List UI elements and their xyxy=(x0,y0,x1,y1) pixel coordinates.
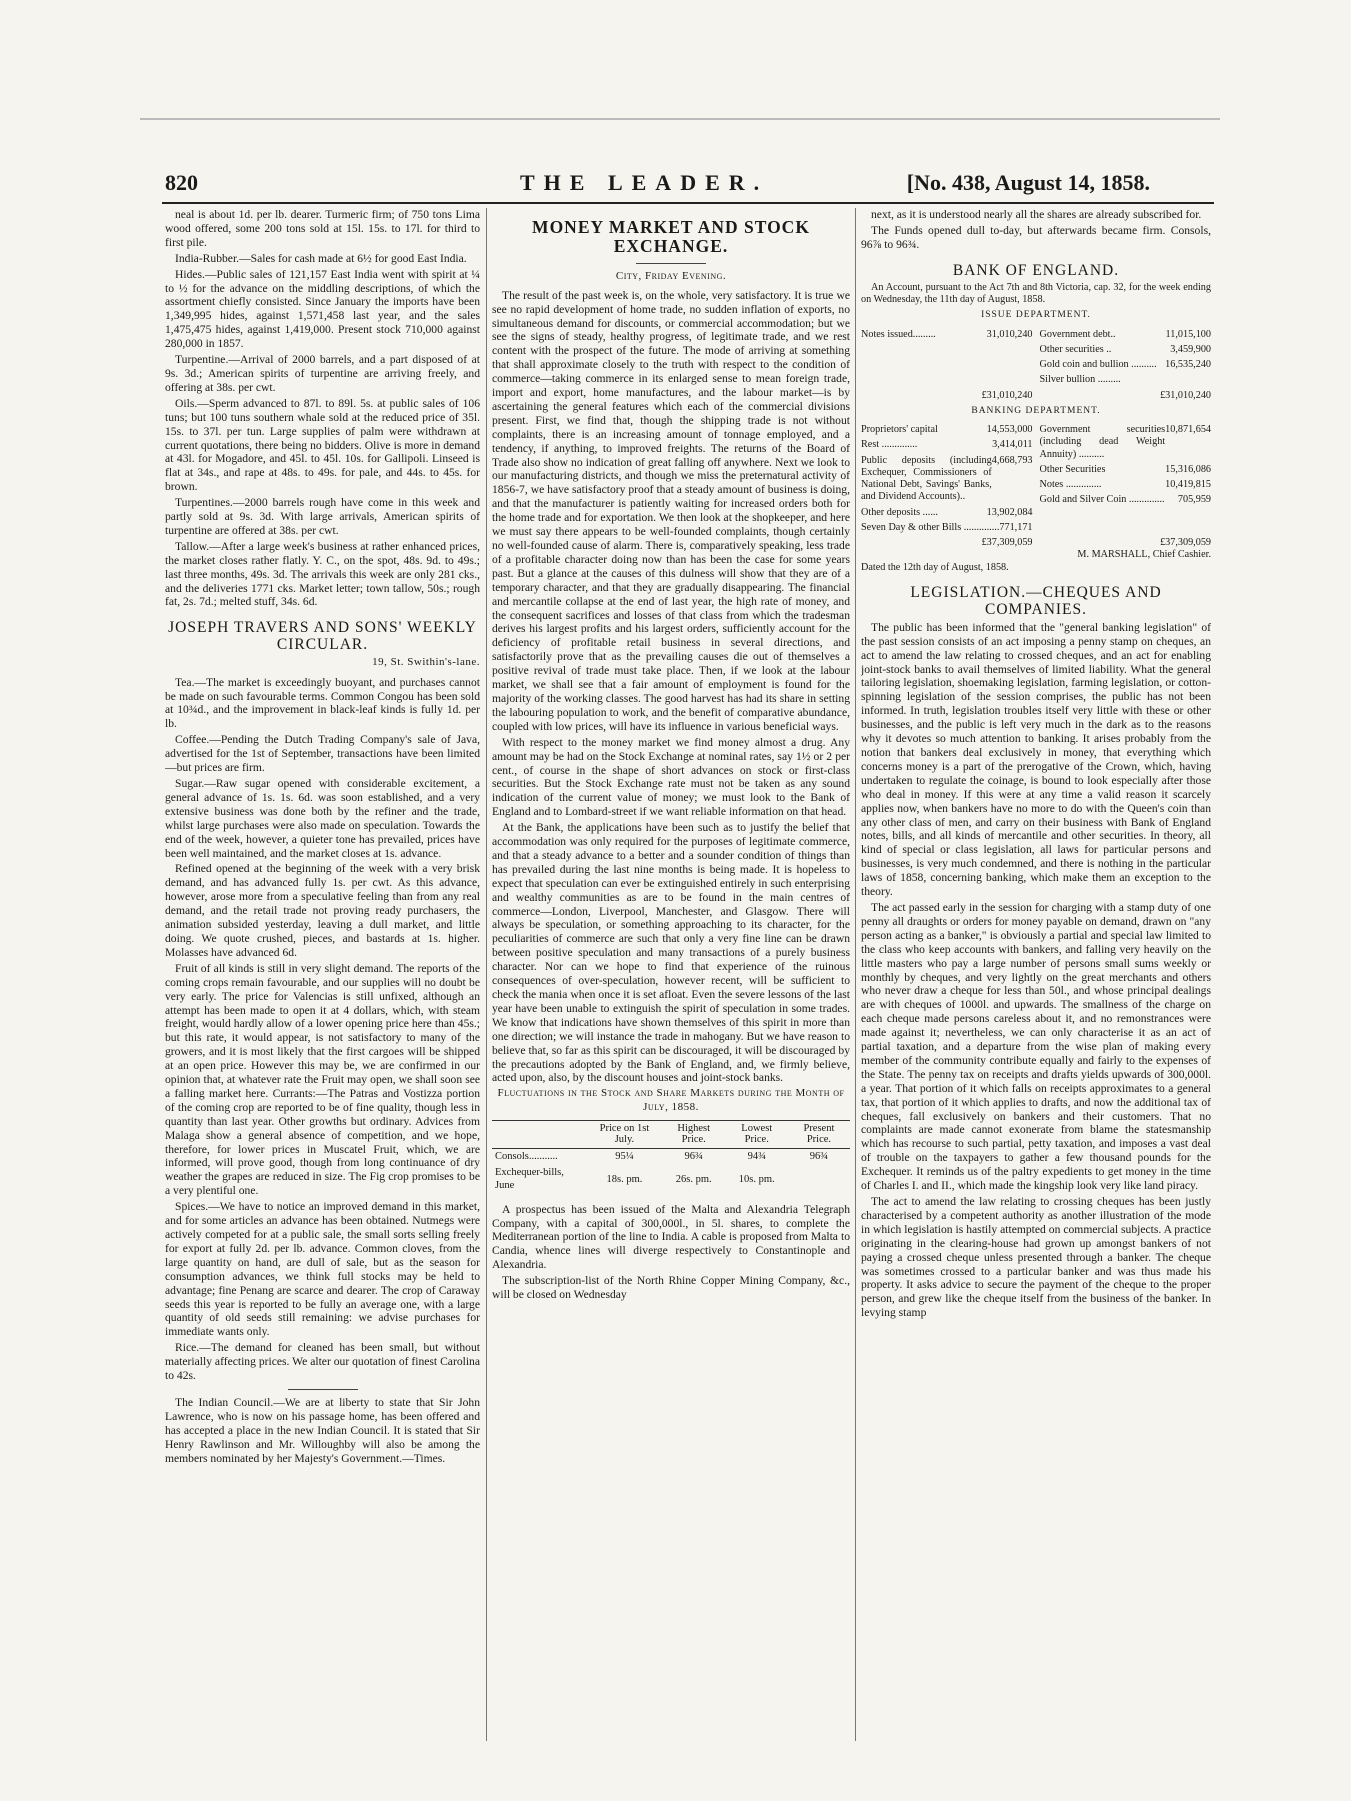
paragraph-indian-council: The Indian Council.—We are at liberty to state that Sir John Lawrence, who is now on his passage home, has been offered and has accepted a place in the new Indian Council. It is stated that Sir Henry Rawlinson and Mr. Willoughby will also be among the members nominated by her Majesty's Government.—Times. xyxy=(165,1395,480,1465)
banking-totals xyxy=(861,537,1211,549)
table-header-row xyxy=(492,1120,850,1148)
table-row xyxy=(492,1165,850,1194)
ledger-label: Other Securities xyxy=(1039,463,1106,475)
paragraph: neal is about 1d. per lb. dearer. Turmeric firm; of 750 tons Lima wood offered, some 200 tons sold at 15l. 15s. to 17l. for third to first pile. xyxy=(165,208,480,249)
issue-assets xyxy=(1040,326,1212,390)
column-middle xyxy=(492,208,850,1749)
paragraph: Fruit of all kinds is still in very slight demand. The reports of the coming crops remain favourable, and our supplies will no doubt be very early. The price for Valencias is still unfixed, although an attempt has been made to open it at 4 dollars, which, with steam freight, would hardly allow of a lower opening price here than 45s.; but this rate, it would appear, is not satisfactory to many of the growers, and it is most likely that the first cargoes will be shipped at an open price. However this may be, we are confirmed in our opinion that, at whatever rate the Fruit may open, we shall soon see a falling market here. Currants:—The Patras and Vostizza portion of the coming crop are reported to be of fine quality, though less in quantity than last year. Other growths but ordinary. Advices from Malaga show a general absence of competition, and we hope, therefore, for lower prices in Muscatel Fruit, which, we are informed, will prove good, though from long continuance of dry weather the grapes are reduced in size. The Fig crop promises to be a very plentiful one. xyxy=(165,961,480,1198)
ledger-value: 4,668,793 xyxy=(991,454,1033,466)
ledger-label: Silver bullion ......... xyxy=(1039,374,1121,386)
issue-totals xyxy=(861,390,1211,402)
ledger-label: Gold and Silver Coin .............. xyxy=(1039,494,1165,506)
ledger-label: Other deposits ...... xyxy=(861,506,938,518)
paragraph: next, as it is understood nearly all the shares are already subscribed for. xyxy=(871,208,1202,221)
ledger-total: £37,309,059 xyxy=(1160,537,1211,549)
ledger-line xyxy=(861,329,1033,341)
ledger-line xyxy=(1040,374,1212,386)
ledger-line xyxy=(861,424,1033,436)
table-header: Price on 1st July. xyxy=(587,1120,662,1148)
issue-department-heading: ISSUE DEPARTMENT. xyxy=(981,310,1091,321)
paragraph: Sugar.—Raw sugar opened with considerable excitement, a general advance of 1s. 1s. 6d. was soon established, and a very extensive business was done both by the refiner and the trade, whilst large purchases were also made on speculation. Towards the end of the week, however, a quieter tone has prevailed, prices have been well maintained, and the market closes at 1s. advance. xyxy=(165,777,480,860)
section-heading-bank: BANK OF ENGLAND. xyxy=(952,261,1120,279)
ledger-line xyxy=(1040,464,1212,476)
ledger-value: 16,535,240 xyxy=(1165,359,1211,371)
scan-edge-line xyxy=(140,118,1220,120)
paragraph: Tea.—The market is exceedingly buoyant, and purchases cannot be made on such favourable terms. Common Congou has been sold at 10¾d., and the improvement in black-leaf kinds is fully 1d. per lb. xyxy=(165,675,480,731)
table-row xyxy=(492,1148,850,1165)
banking-assets xyxy=(1040,421,1212,537)
ledger-line xyxy=(861,455,1033,504)
banking-department-table xyxy=(861,421,1211,537)
dateline: City, Friday Evening. xyxy=(615,269,727,282)
ledger-line xyxy=(861,439,1033,451)
ledger-label: Proprietors' capital xyxy=(861,424,938,436)
paragraph: The subscription-list of the North Rhine Copper Mining Company, &c., will be closed on Wednesday xyxy=(492,1274,850,1302)
paragraph: Rice.—The demand for cleaned has been small, but without materially affecting prices. We alter our quotation of finest Carolina to 42s. xyxy=(165,1341,480,1383)
paragraph: Coffee.—Pending the Dutch Trading Company's sale of Java, advertised for the 1st of September, transactions have been limited—but prices are firm. xyxy=(165,733,480,775)
ledger-value: 11,015,100 xyxy=(1165,328,1211,340)
paragraph: Hides.—Public sales of 121,157 East India went with spirit at ¼ to ½ for the advance on the middling descriptions, of which the assortment chiefly consisted. Since January the imports have been 1,349,995 hides, against 1,571,458 last year, and the sales 1,475,475 hides, against 1,419,000. Present stock 710,000 against 280,000 in 1857. xyxy=(165,267,480,351)
ledger-value: 31,010,240 xyxy=(986,328,1033,340)
page-number: 820 xyxy=(165,170,198,195)
fluctuations-table xyxy=(492,1120,850,1195)
ledger-line xyxy=(861,507,1033,519)
table-title: Fluctuations in the Stock and Share Markets during the Month of July, 1858. xyxy=(497,1087,845,1113)
paragraph: The result of the past week is, on the whole, very satisfactory. It is true we see no rapid development of home trade, no sudden inflation of exports, no simultaneous demand for discounts, or commercial accommodation; but we see the signs of steady, healthy progress, of legitimate trade, and we rest content with the prospect of the future. The mode of arriving at something that shall approximate closely to the truth with respect to the condition of commerce—taking commerce in its enlarged sense to mean foreign trade, import and export, home manufactures, and the labour market—is by ascertaining the general features which each of the commercial divisions present. First, we find that, though the shipping trade is not without complaints, there is an increasing amount of tonnage employed, and a tendency, if anything, to improved freights. The returns of the Board of Trade also show no indication of great falling off anywhere. Next we look to our manufacturing districts, and though we miss the preternatural activity of 1856-7, we have satisfactory proof that a steady amount of business is doing, and that the manufacturer is patiently waiting for increased orders both for the home trade and for exportation. We then look at the shopkeeper, and here we must say there appears to be well-founded complaints, though certainly no well-founded cause of alarm. There is, comparatively speaking, less trade of a profitable character doing now than has been the case for some years past. But a glance at the causes of this dulness will show that they are of a temporary character, and that they are gradually disappearing. The financial and mercantile collapse at the end of last year, the high rate of money, and the consequent sacrifices and losses of that class from which the tradesman derives his largest profits and his largest orders, sufficiently account for the deficiency of profitable retail business in several directions, and satisfactorily prove that as the prevailing causes die out of themselves a positive revival of trade must take place. Then, if we look at the labour market, we shall see that a fair amount of employment is found for the majority of the working classes. The good harvest has had its share in setting the labouring population to work, and the benefit of comparative abundance, coupled with low prices, will have its influence in various beneficial ways. xyxy=(492,288,850,733)
masthead: THE LEADER. xyxy=(520,170,769,195)
section-heading-legislation: LEGISLATION.—CHEQUES AND COMPANIES. xyxy=(910,583,1162,618)
table-cell: 96¾ xyxy=(684,1150,703,1162)
ledger-line xyxy=(1040,359,1212,371)
paragraph: The act passed early in the session for charging with a stamp duty of one penny all draughts or orders for money payable on demand, drawn on "any person acting as a banker," is obviously a partial and special law limited to the class who keep accounts with bankers, and falling very heavily on the little masters who pay a large number of persons small sums weekly or monthly by cheques, and very lightly on the great merchants and others who never draw a cheque for less than 50l., and whose principal dealings are with cheques of 1000l. and upwards. The smallness of the charge on each cheque made persons careless about it, and no remonstrances were made against it; nevertheless, we can only characterise it as an act of partial taxation, and a departure from the wise plan of making every member of the community contribute equally and fairly to the expenses of the State. The penny tax on receipts and drafts yields upwards of 300,000l. a year. That portion of it which falls on receipts approximates to a general tax, that portion of it which applies to drafts, and now the additional tax of cheques, fall exclusively on bankers and their customers. That no complaints are made cannot exonerate from blame the statesmanship which has recourse to such partial, petty taxation, and imposes a vast deal of trouble on the taxpayers to gather a few thousand pounds for the Exchequer. It reminds us of the paltry expedients to get money in the time of Charles I. and II., which made the kingship look very like land piracy. xyxy=(861,900,1211,1193)
column-right xyxy=(861,208,1211,1749)
banking-department-heading: BANKING DEPARTMENT. xyxy=(971,405,1101,416)
ledger-value: 15,316,086 xyxy=(1165,463,1211,475)
ledger-value: 3,459,900 xyxy=(1170,343,1211,355)
ledger-total: £31,010,240 xyxy=(981,389,1033,401)
column-divider xyxy=(486,208,487,1741)
table-cell: 26s. pm. xyxy=(675,1173,712,1185)
table-header: Present Price. xyxy=(788,1120,850,1148)
table-header: Highest Price. xyxy=(662,1120,726,1148)
table-header xyxy=(492,1120,587,1148)
ledger-label: Government debt.. xyxy=(1039,328,1116,340)
table-cell: Exchequer-bills, June xyxy=(495,1167,564,1191)
ledger-label: Public deposits (including Exchequer, Commissioners of National Debt, Savings' Banks, and Dividend Accounts).. xyxy=(861,454,992,503)
ledger-value: 14,553,000 xyxy=(986,424,1033,436)
column-left xyxy=(165,208,480,1749)
section-heading-money-market: MONEY MARKET AND STOCK EXCHANGE. xyxy=(532,217,810,257)
issue-line: [No. 438, August 14, 1858. xyxy=(906,170,1150,195)
ledger-label: Notes .............. xyxy=(1039,479,1102,491)
issue-department-table xyxy=(861,326,1211,390)
ledger-line xyxy=(1040,329,1212,341)
table-cell: 18s. pm. xyxy=(606,1173,643,1185)
paragraph: Turpentine.—Arrival of 2000 barrels, and a part disposed of at 9s. 3d.; American spirits of turpentine are arriving freely, and offering at 38s. per cwt. xyxy=(165,353,480,394)
paragraph: With respect to the money market we find money almost a drug. Any amount may be had on the Stock Exchange at nominal rates, say 1½ or 2 per cent., of course in the shape of short advances on stock or first-class securities. But the Stock Exchange rate must not be taken as any sound indication of the current value of money; we must look to the Bank of England and to Lombard-street if we want reliable information on that head. xyxy=(492,735,850,819)
paragraph: Turpentines.—2000 barrels rough have come in this week and partly sold at 9s. 3d. With large arrivals, American spirits of turpentine are offered at 38s. per cwt. xyxy=(165,496,480,537)
page-header xyxy=(165,170,1150,204)
ledger-label: Notes issued......... xyxy=(861,328,936,340)
ledger-value: 13,902,084 xyxy=(986,506,1033,518)
ledger-value: 10,871,654 xyxy=(1165,424,1211,436)
column-divider xyxy=(855,208,856,1741)
table-cell xyxy=(788,1165,850,1194)
paragraph: A prospectus has been issued of the Malta and Alexandria Telegraph Company, with a capital of 300,000l., in 5l. shares, to complete the Mediterranean portion of the line to India. A cable is proposed from Malta to Candia, whence lines will diverge respectively to Constantinople and Alexandria. xyxy=(492,1202,850,1272)
ledger-label: Government securities (including dead Weight Annuity) .......... xyxy=(1039,424,1166,460)
ledger-line xyxy=(861,522,1033,534)
table-cell: 95¼ xyxy=(615,1150,634,1162)
paragraph: At the Bank, the applications have been such as to justify the belief that accommodation was only required for the purposes of legitimate commerce, and that a steady advance to a better and a sounder condition of things than has prevailed during the last nine months is being made. It is hopeless to expect that speculation can ever be extinguished entirely in such enterprising and wealthy communities as are to be found in the main centres of commerce—London, Liverpool, Manchester, and Glasgow. There will always be speculation, or something approaching to its character, for the peculiarities of commerce are such that only a very fine line can be drawn between positive speculation and many transactions of a purely business character. Nor can we hope to find that experience of the ruinous consequences of over-speculation, however recent, will be sufficient to check the mania when once it is set afloat. Even the severe lessons of the last year have been unable to extinguish the spirit of speculation in some trades. We know that indications have shown themselves of this spirit in more than one direction; we will instance the trade in mahogany. But we have reason to believe that, so far as this spirit can be discouraged, it will be discouraged by the precautions adopted by the Bank of England, and, we firmly believe, acted upon, also, by the discount houses and joint-stock banks. xyxy=(492,821,850,1085)
table-header: Lowest Price. xyxy=(726,1120,788,1148)
ledger-line xyxy=(1040,494,1212,506)
ledger-value: 10,419,815 xyxy=(1165,479,1211,491)
table-cell: 96¾ xyxy=(809,1150,829,1162)
ledger-label: Gold coin and bullion .......... xyxy=(1039,359,1157,371)
bank-account xyxy=(861,282,1211,574)
paragraph: Refined opened at the beginning of the week with a very brisk demand, and has advanced fully 1s. per cwt. As this advance, however, arose more from a speculative feeling than from any real demand, and the retail trade not proving ready purchasers, the animation subsided yesterday, leaving a dull market, and little doing. We quote crushed, pieces, and bastards at 1s. higher. Molasses have advanced 6d. xyxy=(165,862,480,959)
ledger-label: Rest .............. xyxy=(861,439,918,451)
ledger-total: £37,309,059 xyxy=(981,537,1033,549)
dated-line: Dated the 12th day of August, 1858. xyxy=(861,561,1009,573)
paragraph: Oils.—Sperm advanced to 87l. to 89l. 5s. at public sales of 106 tuns; but 100 tuns southern whale sold at the reduced price of 35l. 15s. to 37l. per tun. Large supplies of palm were withdrawn at current quotations, there being no bidders. Olive is more in demand at 43l. for Mogadore, and 45l. to 45l. 10s. for Gallipoli. Linseed is flat at 34s., and rape at 48s. to 49s. for pale, and 44s. to 45s. for brown. xyxy=(165,396,480,494)
bank-intro: An Account, pursuant to the Act 7th and 8th Victoria, cap. 32, for the week ending on Wednesday, the 11th day of August, 1858. xyxy=(861,281,1211,305)
section-heading-travers: JOSEPH TRAVERS AND SONS' WEEKLY CIRCULAR. xyxy=(168,619,477,654)
table-cell: 10s. pm. xyxy=(738,1173,775,1185)
signature-line: M. MARSHALL, Chief Cashier. xyxy=(1077,549,1211,561)
paragraph: India-Rubber.—Sales for cash made at 6½ for good East India. xyxy=(175,251,467,265)
header-rule xyxy=(162,202,1214,204)
paragraph: Tallow.—After a large week's business at rather enhanced prices, the market closes rather flatly. Y. C., on the spot, 48s. 9d. to 49s.; last three months, 49s. 3d. The arrivals this week are only 281 cks., and the deliveries 1771 cks. Market letter; town tallow, 50s.; rough fat, 2s. 7d.; melted stuff, 34s. 6d. xyxy=(165,539,480,609)
table-cell: Consols........... xyxy=(495,1150,558,1162)
ledger-label: Seven Day & other Bills .............. xyxy=(861,521,1000,533)
ledger-label: Other securities .. xyxy=(1039,343,1112,355)
paragraph: The act to amend the law relating to crossing cheques has been justly characterised by a competent authority as another illustration of the mode in which legislation is hastily attempted on commercial subjects. A practice originating in the clearing-house had grown up amongst bankers of not paying a crossed cheque unless presented through a banker. The cheque was sometimes crossed to a particular banker and was thus made his property. It asks advice to secure the payment of the cheque to the proper person, and grew like the cheque itself from the business of the banker. In levying stamp xyxy=(861,1195,1211,1320)
paragraph: Spices.—We have to notice an improved demand in this market, and for some articles an advance has been obtained. Nutmegs were actively competed for at a public sale, the small sorts selling freely for export at fully 2d. per lb. advance. Common cloves, from the large quantity on hand, are dull of sale, but as the season for consumption advances, we think full stocks may be held to advantage; fine Penang are scarce and dearer. The crop of Caraway seeds this year is reported to be fully an average one, with a large quantity of old seeds still remaining: we advise purchases for immediate wants only. xyxy=(165,1200,480,1339)
ledger-total: £31,010,240 xyxy=(1160,389,1211,401)
ledger-value: 771,171 xyxy=(999,521,1033,533)
ledger-value: 3,414,011 xyxy=(992,439,1033,451)
issue-liabilities xyxy=(861,326,1033,390)
ledger-value: 705,959 xyxy=(1177,494,1211,506)
ledger-line xyxy=(1040,344,1212,356)
divider-rule xyxy=(288,1389,358,1390)
divider-rule xyxy=(636,263,706,264)
banking-liabilities xyxy=(861,421,1033,537)
ledger-line xyxy=(1040,424,1212,461)
table-cell: 94¾ xyxy=(747,1150,766,1162)
paragraph: The Funds opened dull to-day, but afterwards became firm. Consols, 96⅞ to 96¾. xyxy=(861,223,1211,251)
ledger-line xyxy=(1040,479,1212,491)
address-line: 19, St. Swithin's-lane. xyxy=(372,656,480,669)
paragraph: The public has been informed that the "general banking legislation" of the past session consists of an act imposing a penny stamp on cheques, an act to amend the law relating to crossed cheques, and an act for enabling joint-stock banks to avail themselves of limited liability. What the general tailoring legislation, shoemaking legislation, farming legislation, or cotton-spinning legislation of the session comprises, the public has not been informed. In truth, legislation troubles itself very little with these or other businesses, and the public is left very much in the dark as to the reasons why it devotes so much attention to banking. It arises probably from the notion that bankers deal exclusively in money, that everything which concerns money is a part of the prerogative of the Crown, which, having undertaken to regulate the coinage, is bound to look especially after those who deal in money. If this were at any time a valid reason it scarcely applies now, when bankers have no more to do with the Queen's coin than any other class of men, and carry on their business with Bank of England notes, bills, and all kinds of mercantile and other securities. In theory, all kind of special or class legislation, all laws for particular persons and businesses, is very much condemned, and there is nothing in the particular laws of 1858, concerning banking, which make them an exception to the theory. xyxy=(861,620,1211,899)
